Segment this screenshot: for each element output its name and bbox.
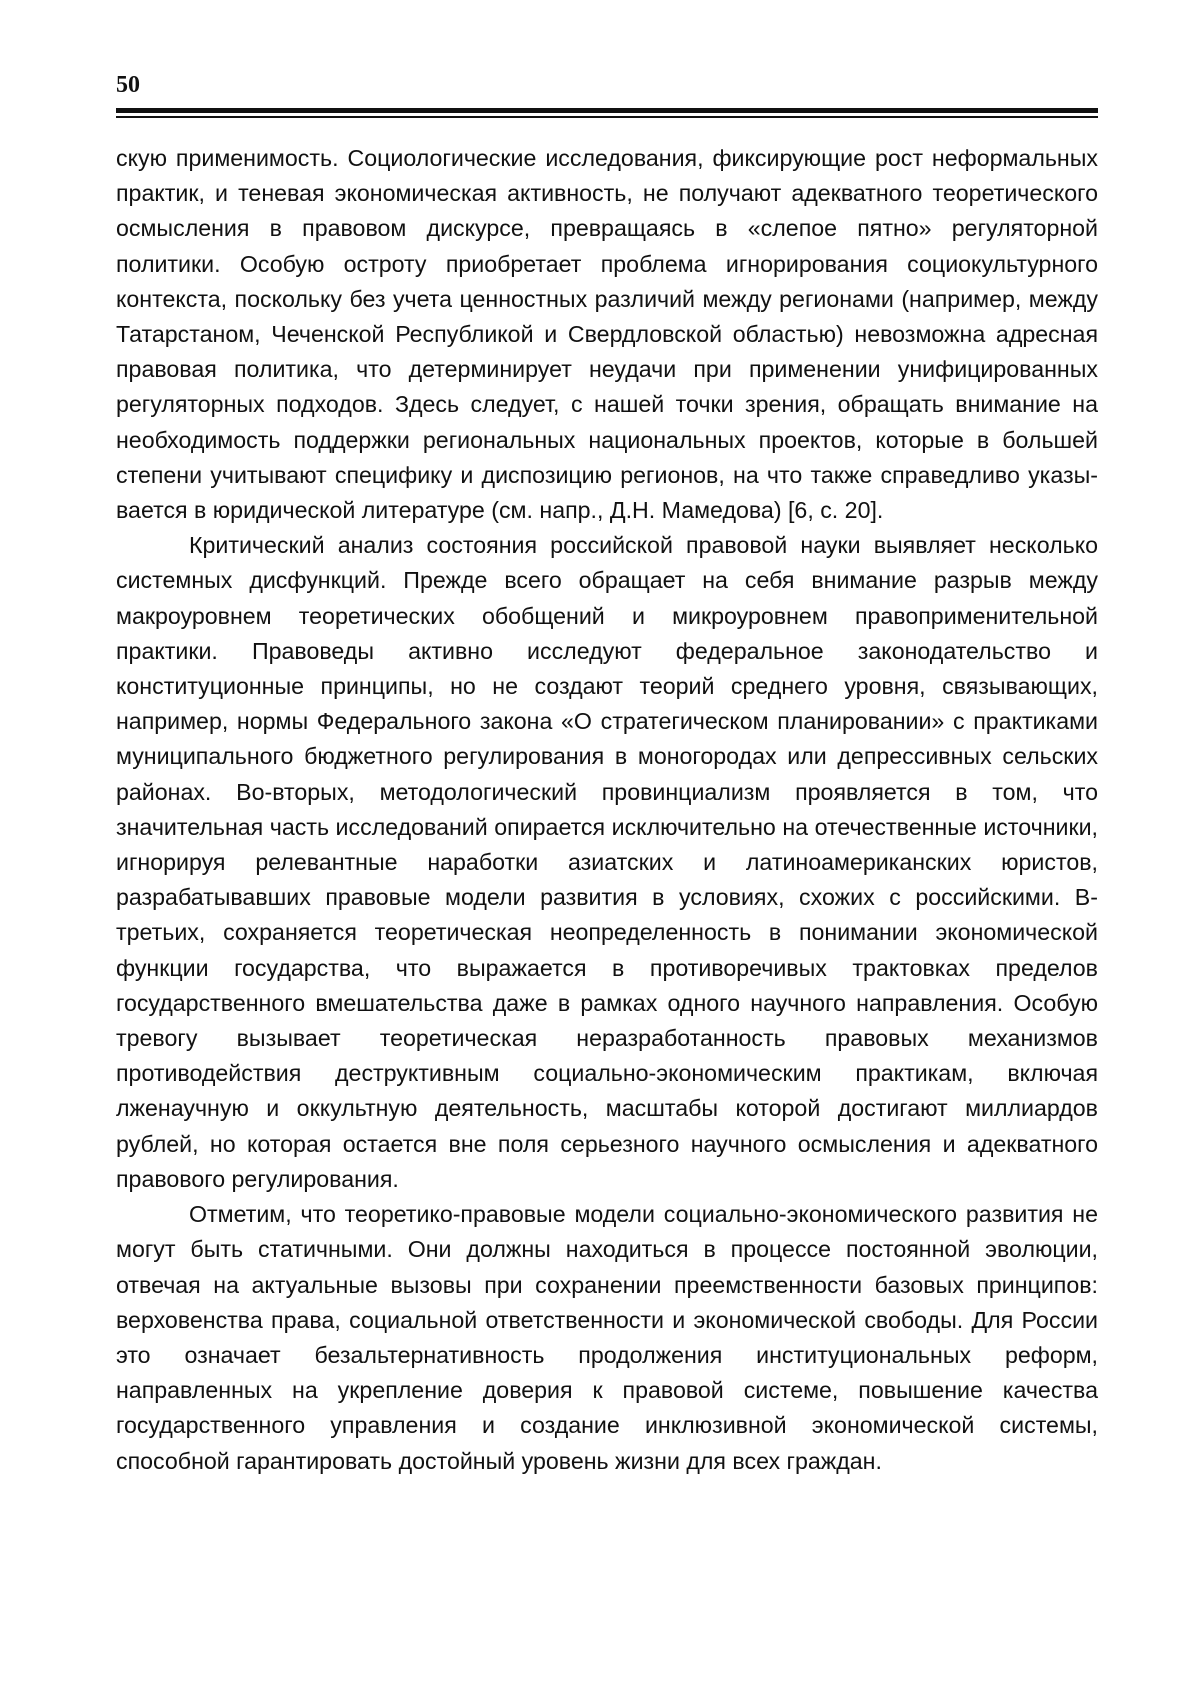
header-rule-thick [116,108,1098,113]
body-text [116,141,1098,1479]
paragraph-3: Отметим, что теоретико-правовые модели социально-экономического развития не могут быть статичными. Они должны находиться в процессе постоянной эволюции, отвечая на актуальные вызовы при сохранении преемственности базовых принципов: верховенства права, социальной ответственности и экономической свободы. Для России это означает безальтернативность продолжения институциональных реформ, направленных на укрепление доверия к правовой системе, повышение качества государственного управления и создание инклюзивной экономической системы, способной гарантировать достойный уровень жизни для всех граждан. [116,1201,1098,1474]
paragraph-1: скую применимость. Социологические исследования, фиксирующие рост неформальных практик, и теневая экономическая активность, не получают адекватного теоретического осмысления в правовом дискурсе, превращаясь в «слепое пятно» регуляторной политики. Особую остроту приобретает проблема игнорирования социокультурного контекста, поскольку без учета ценностных различий между регионами (например, между Татарстаном, Чеченской Республикой и Свердловской областью) невозможна адресная правовая политика, что детерминирует неудачи при применении унифицированных регуляторных подходов. Здесь следует, с нашей точки зрения, обращать внимание на необходимость поддержки региональных национальных проектов, которые в большей степени учитывают специфику и диспозицию регионов, на что также справедливо указывается в юридической литературе (см. напр., Д.Н. Мамедова) [6, с. 20]. [116,145,1098,524]
header-rule-thin [116,116,1098,118]
paragraph-2: Критический анализ состояния российской правовой науки выявляет несколько системных дисфункций. Прежде всего обращает на себя внимание разрыв между макроуровнем теоретических обобщений и микроуровнем правоприменительной практики. Правоведы активно исследуют федеральное законодательство и конституционные принципы, но не создают теорий среднего уровня, связывающих, например, нормы Федерального закона «О стратегическом планировании» с практиками муниципального бюджетного регулирования в моногородах или депрессивных сельских районах. Во-вторых, методологический провинциализм проявляется в том, что значительная часть исследований опирается исключительно на отечественные источники, игнорируя релевантные наработки азиатских и латиноамериканских юристов, разрабатывавших правовые модели развития в условиях, схожих с российскими. В-третьих, сохраняется теоретическая неопределенность в понимании экономической функции государства, что выражается в противоречивых трактовках пределов государственного вмешательства даже в рамках одного научного направления. Особую тревогу вызывает теоретическая неразработанность правовых механизмов противодействия деструктивным социально-экономическим практикам, включая лженаучную и оккультную деятельность, масштабы которой достигают миллиардов рублей, но которая остается вне поля серьезного научного осмысления и адекватного правового регулирования. [116,532,1098,1192]
page-header [116,70,1098,120]
page-number: 50 [116,72,140,98]
